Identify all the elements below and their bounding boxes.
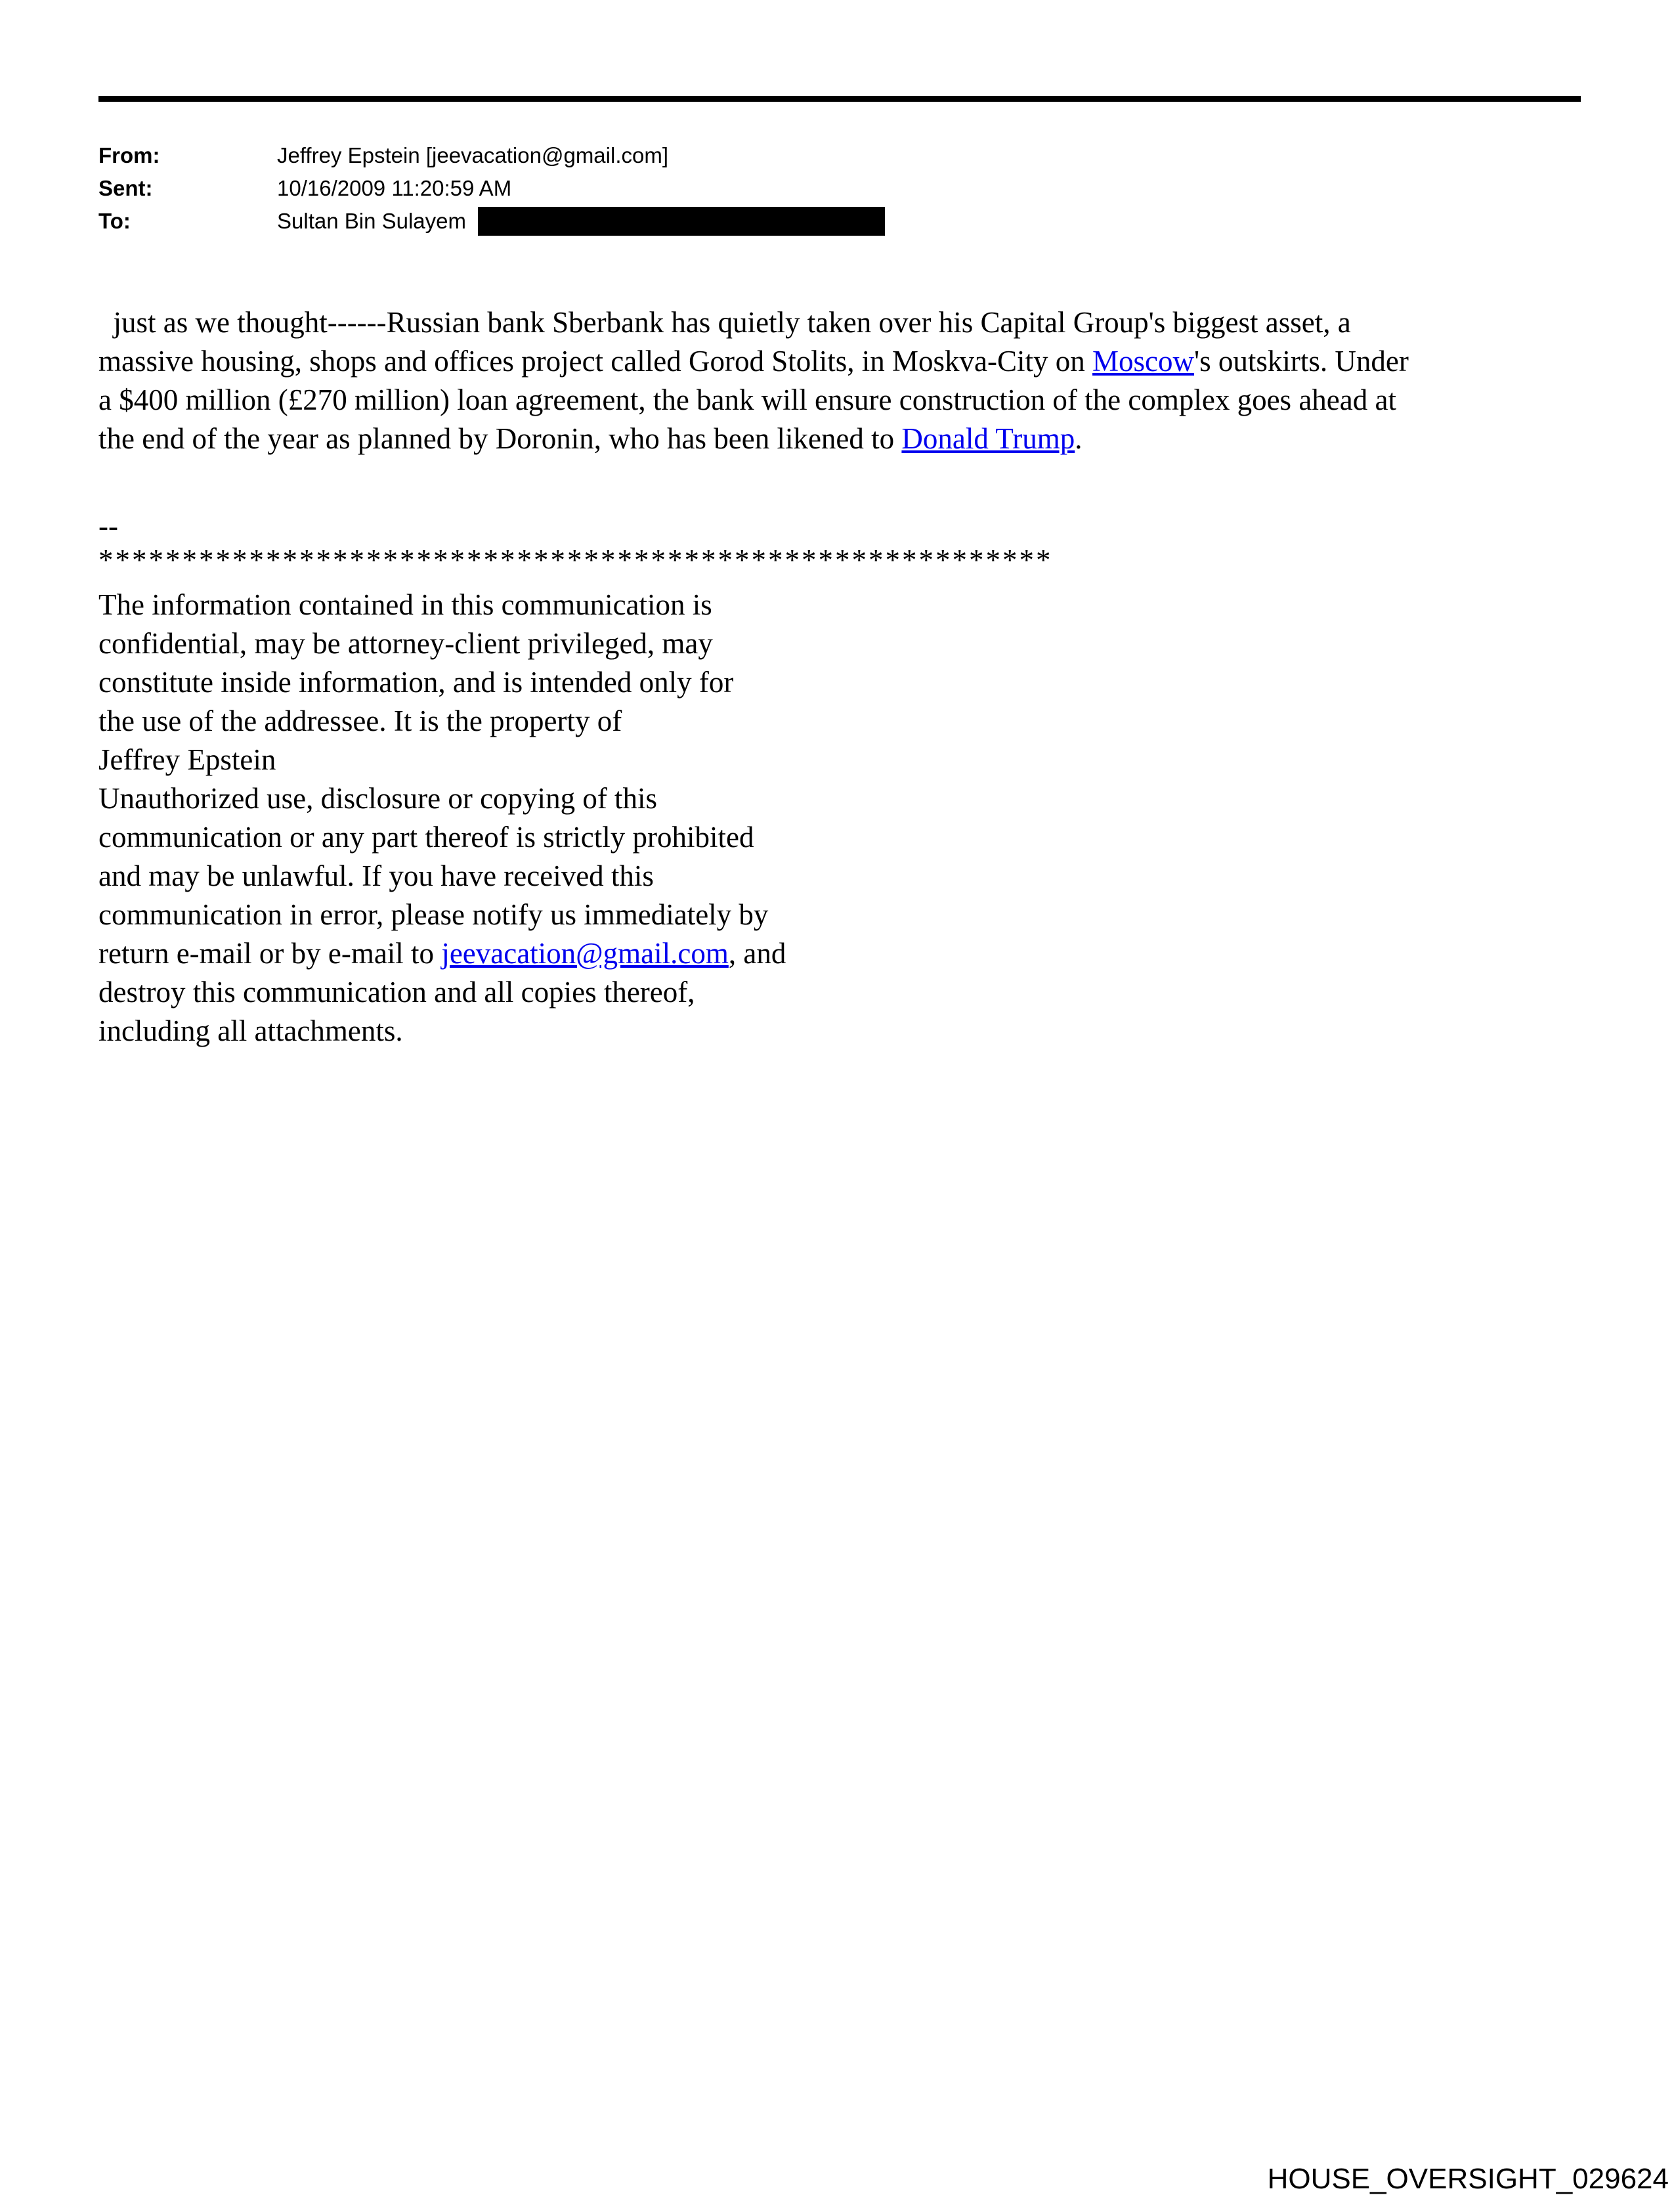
email-body-paragraph <box>98 303 1608 458</box>
text-segment: and may be unlawful. If you have received this <box>98 859 654 892</box>
from-value: Jeffrey Epstein [jeevacation@gmail.com] <box>277 143 668 167</box>
sent-value: 10/16/2009 11:20:59 AM <box>277 176 512 200</box>
text-segment: a $400 million (£270 million) loan agreement, the bank will ensure construction of the complex goes ahead at <box>98 383 1396 416</box>
hyperlink[interactable]: Moscow <box>1092 345 1195 378</box>
text-segment: The information contained in this communication is <box>98 588 712 621</box>
body-paragraph-line <box>98 420 1608 458</box>
text-segment: 's outskirts. Under <box>1194 345 1409 378</box>
asterisk-divider-line: ********************************************************* <box>98 544 1053 576</box>
body-paragraph-line <box>98 342 1608 381</box>
disclaimer-line <box>98 934 786 973</box>
disclaimer-line <box>98 779 786 818</box>
text-segment: Unauthorized use, disclosure or copying of this <box>98 782 658 815</box>
text-segment: return e-mail or by e-mail to <box>98 937 442 970</box>
text-segment: communication in error, please notify us immediately by <box>98 898 769 931</box>
redaction-bar <box>478 207 885 236</box>
hyperlink[interactable]: Donald Trump <box>901 422 1075 455</box>
text-segment: , and <box>728 937 786 970</box>
hyperlink[interactable]: jeevacation@gmail.com <box>441 937 729 970</box>
header-row-sent <box>98 172 885 205</box>
disclaimer-line <box>98 586 786 624</box>
to-value-wrap <box>277 205 885 238</box>
text-segment: massive housing, shops and offices project called Gorod Stolits, in Moskva-City on <box>98 345 1093 378</box>
text-segment: just as we thought------Russian bank Sberbank has quietly taken over his Capital Group's biggest asset, a <box>98 306 1351 339</box>
text-segment: destroy this communication and all copies thereof, <box>98 976 695 1008</box>
body-paragraph-line <box>98 381 1608 420</box>
signature-dashes: -- <box>98 510 118 542</box>
disclaimer-line <box>98 741 786 779</box>
to-recipient-name: Sultan Bin Sulayem <box>277 209 466 233</box>
from-label: From: <box>98 143 160 167</box>
text-segment: confidential, may be attorney-client privileged, may <box>98 627 713 660</box>
text-segment: . <box>1075 422 1083 455</box>
text-segment: constitute inside information, and is intended only for <box>98 666 734 699</box>
sent-label: Sent: <box>98 176 153 200</box>
disclaimer-line <box>98 818 786 857</box>
disclaimer-line <box>98 663 786 702</box>
text-segment: communication or any part thereof is strictly prohibited <box>98 821 754 854</box>
disclaimer-line <box>98 702 786 741</box>
to-label: To: <box>98 209 131 233</box>
disclaimer-line <box>98 624 786 663</box>
disclaimer-line <box>98 896 786 934</box>
header-row-to <box>98 205 885 238</box>
header-top-divider <box>98 96 1581 102</box>
disclaimer-line <box>98 857 786 896</box>
disclaimer-line <box>98 1012 786 1051</box>
text-segment: Jeffrey Epstein <box>98 743 276 776</box>
disclaimer-line <box>98 973 786 1012</box>
bates-number: HOUSE_OVERSIGHT_029624 <box>1267 2163 1669 2195</box>
text-segment: the use of the addressee. It is the property of <box>98 705 622 737</box>
confidentiality-disclaimer <box>98 586 786 1051</box>
text-segment: including all attachments. <box>98 1014 403 1047</box>
text-segment: the end of the year as planned by Doronin, who has been likened to <box>98 422 902 455</box>
email-header-block <box>98 139 885 238</box>
header-row-from <box>98 139 885 172</box>
body-paragraph-line <box>98 303 1608 342</box>
